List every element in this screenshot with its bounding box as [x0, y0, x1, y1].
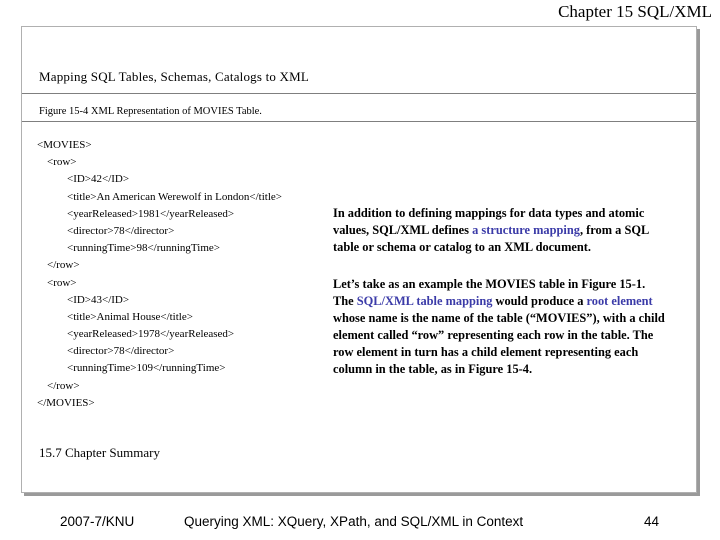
paragraph-structure-mapping [333, 205, 668, 256]
xml-line: <title>Animal House</title> [67, 310, 193, 323]
xml-line: </row> [47, 259, 80, 272]
figure-caption: Figure 15-4 XML Representation of MOVIES Table. [39, 106, 262, 117]
xml-line: <row> [47, 276, 77, 289]
xml-line: <ID>42</ID> [67, 173, 130, 186]
xml-line: <row> [47, 156, 77, 169]
page-number: 44 [644, 514, 660, 529]
highlight-term: a structure mapping [472, 223, 580, 237]
xml-line: <MOVIES> [37, 139, 92, 151]
slide-content-box [21, 26, 697, 493]
xml-line: <title>An American Werewolf in London</title> [67, 190, 282, 203]
xml-listing [37, 137, 282, 412]
chapter-summary-heading: 15.7 Chapter Summary [39, 445, 160, 460]
footer-date: 2007-7/KNU [60, 514, 135, 529]
text-run: whose name is the name of the table (“MOVIES”), with a child element called “row” representing each row in the table. The row element in turn has a child element representing each column in the table, as in Figure 15-4. [333, 311, 665, 376]
section-heading: Mapping SQL Tables, Schemas, Catalogs to XML [39, 69, 310, 84]
xml-line: <yearReleased>1981</yearReleased> [67, 207, 235, 220]
highlight-term: root element [586, 294, 653, 308]
divider-line [22, 93, 696, 94]
divider-line [22, 121, 696, 122]
xml-line: <yearReleased>1978</yearReleased> [67, 328, 235, 341]
paragraph-table-mapping [333, 276, 668, 378]
xml-line: <director>78</director> [67, 345, 175, 358]
xml-line: </MOVIES> [37, 396, 95, 409]
text-run: In addition to defining mappings for data types and atomic values, SQL/XML defines [333, 206, 645, 237]
text-run: Let’s take as an example the MOVIES table in Figure 15-1. The [333, 277, 646, 308]
explanation-text [333, 205, 668, 398]
footer-title: Querying XML: XQuery, XPath, and SQL/XML in Context [184, 514, 524, 529]
xml-line: <runningTime>98</runningTime> [67, 242, 220, 255]
text-run: , from a SQL table or schema or catalog to an XML document. [333, 223, 649, 254]
xml-line: <ID>43</ID> [67, 293, 130, 306]
highlight-term: SQL/XML table mapping [356, 294, 493, 308]
xml-line: <runningTime>109</runningTime> [67, 362, 226, 375]
chapter-title: Chapter 15 SQL/XML [558, 2, 712, 21]
xml-line: </row> [47, 379, 80, 392]
xml-line: <director>78</director> [67, 224, 175, 237]
text-run: would produce a [492, 294, 587, 308]
